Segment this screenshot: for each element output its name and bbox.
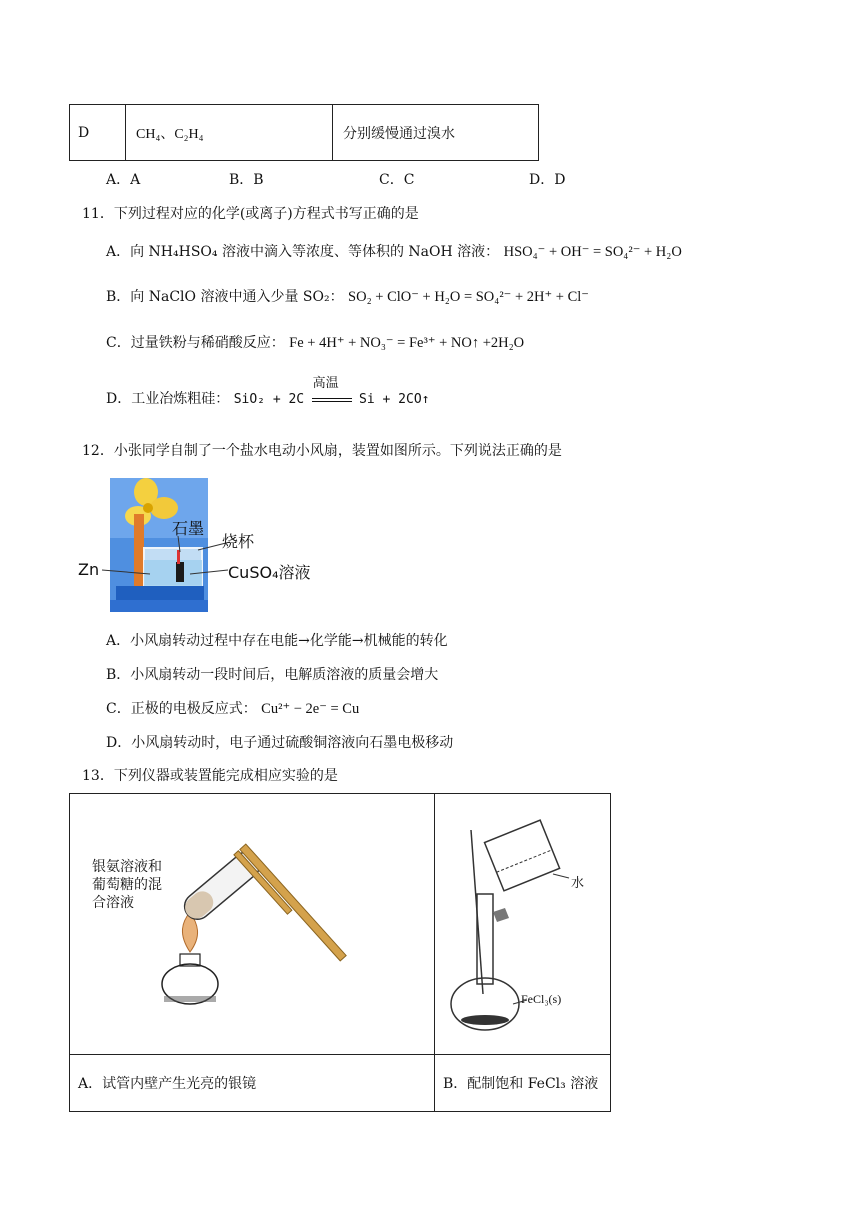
method-cell: 分别缓慢通过溴水	[333, 105, 539, 161]
q11-option-d-text: D．工业冶炼粗硅：	[106, 391, 230, 407]
fan-apparatus-figure	[80, 478, 340, 612]
q11-option-d-left: SiO₂ + 2C	[233, 392, 305, 407]
option-d: D．D	[529, 172, 566, 188]
q12-option-c-equation: Cu²⁺ − 2e⁻ = Cu	[261, 701, 360, 717]
solution-label: CuSO₄溶液	[228, 563, 311, 582]
q12-option-c-text: C．正极的电极反应式：	[106, 701, 257, 717]
q11-option-a-text: A．向 NH₄HSO₄ 溶液中滴入等浓度、等体积的 NaOH 溶液：	[106, 244, 500, 260]
q12-option-d: D．小风扇转动时，电子通过硫酸铜溶液向石墨电极移动	[106, 735, 454, 751]
q11-option-a	[106, 242, 682, 262]
beaker-label: 烧杯	[222, 532, 255, 551]
q11-option-b-text: B．向 NaClO 溶液中通入少量 SO₂：	[106, 289, 344, 305]
q11-option-c-equation: Fe + 4H⁺ + NO₃⁻ = Fe³⁺ + NO↑ +2H₂O	[289, 335, 525, 351]
option-b: B．B	[229, 172, 264, 188]
option-a: A．A	[106, 172, 141, 188]
fig-a-cell	[70, 794, 435, 1055]
q11-option-b	[106, 287, 589, 307]
q13-table	[69, 793, 611, 1112]
water-label: 水	[571, 876, 585, 891]
zn-label: Zn	[78, 560, 100, 579]
q12-stem: 12．小张同学自制了一个盐水电动小风扇，装置如图所示。下列说法正确的是	[82, 443, 562, 459]
fan-apparatus-image	[80, 478, 340, 612]
silver-mirror-apparatus	[70, 794, 434, 1054]
equals-sign	[312, 398, 352, 402]
gases-cell: CH₄、C₂H₄	[126, 105, 333, 161]
q12-option-c	[106, 699, 359, 719]
volumetric-flask-apparatus	[435, 794, 610, 1054]
fecl3-solid-label: FeCl₃(s)	[521, 992, 562, 1006]
q11-option-b-equation: SO₂ + ClO⁻ + H₂O = SO₄²⁻ + 2H⁺ + Cl⁻	[348, 289, 589, 305]
fig-b-caption: B．配制饱和 FeCl₃ 溶液	[443, 1076, 599, 1092]
q11-option-d	[106, 376, 430, 410]
fig-b-caption-cell	[435, 1055, 611, 1112]
graphite-label: 石墨	[172, 519, 205, 538]
q12-option-b: B．小风扇转动一段时间后，电解质溶液的质量会增大	[106, 667, 439, 683]
q11-option-a-equation: HSO₄⁻ + OH⁻ = SO₄²⁻ + H₂O	[503, 244, 682, 260]
fig-b-cell	[435, 794, 611, 1055]
answer-table-row-d	[69, 104, 539, 161]
q11-stem: 11．下列过程对应的化学(或离子)方程式书写正确的是	[82, 206, 419, 222]
option-c: C．C	[379, 172, 415, 188]
q13-stem: 13．下列仪器或装置能完成相应实验的是	[82, 768, 338, 784]
q11-option-d-right: Si + 2CO↑	[359, 392, 430, 407]
q11-option-c-text: C．过量铁粉与稀硝酸反应：	[106, 335, 285, 351]
q12-option-a: A．小风扇转动过程中存在电能→化学能→机械能的转化	[106, 633, 448, 649]
row-label: D	[70, 105, 126, 161]
fig-a-caption: A．试管内壁产生光亮的银镜	[78, 1076, 257, 1092]
fig-a-label: 银氨溶液和 葡萄糖的混 合溶液	[92, 859, 162, 911]
reaction-condition	[309, 376, 355, 410]
condition-label: 高温	[312, 376, 339, 391]
q11-option-c	[106, 333, 524, 353]
fig-a-caption-cell	[70, 1055, 435, 1112]
